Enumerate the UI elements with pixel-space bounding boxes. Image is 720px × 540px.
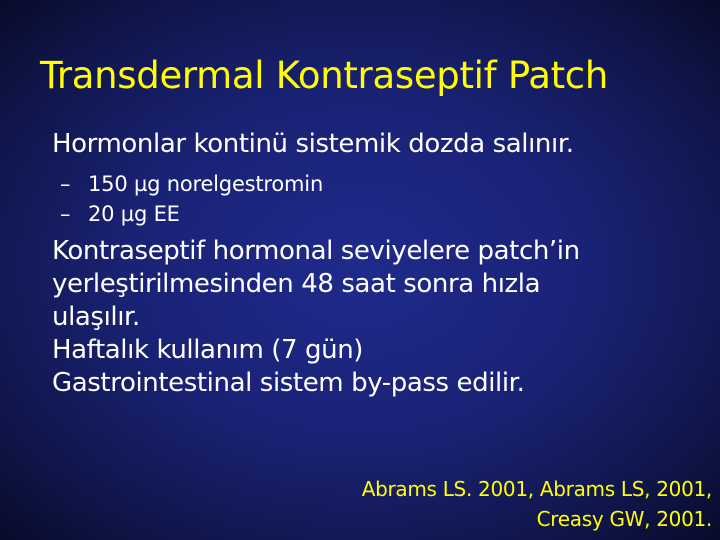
bullet-weekly-use: Haftalık kullanım (7 gün) (52, 335, 364, 365)
slide-title: Transdermal Kontraseptif Patch (40, 54, 608, 97)
sub-item-label: 20 µg EE (88, 202, 180, 226)
bullet-line: ulaşılır. (52, 302, 140, 332)
bullet-line: yerleştirilmesinden 48 saat sonra hızla (52, 269, 541, 299)
bullet-list (52, 128, 702, 400)
bullet-line: Kontraseptif hormonal seviyelere patch’in (52, 236, 580, 266)
bullet-hormone-release: Hormonlar kontinü sistemik dozda salınır. (52, 129, 574, 159)
dash-marker: – (60, 202, 71, 226)
dash-marker: – (60, 172, 71, 196)
sub-item-label: 150 µg norelgestromin (88, 172, 324, 196)
dosage-sublist (60, 169, 702, 229)
bullet-hormone-levels (52, 235, 702, 334)
reference-line: Creasy GW, 2001. (536, 507, 712, 531)
sub-item-ee (60, 199, 702, 229)
reference-line: Abrams LS. 2001, Abrams LS, 2001, (361, 477, 712, 501)
sub-item-norelgestromin (60, 169, 702, 199)
bullet-gi-bypass: Gastrointestinal sistem by-pass edilir. (52, 368, 525, 398)
references (362, 474, 712, 534)
